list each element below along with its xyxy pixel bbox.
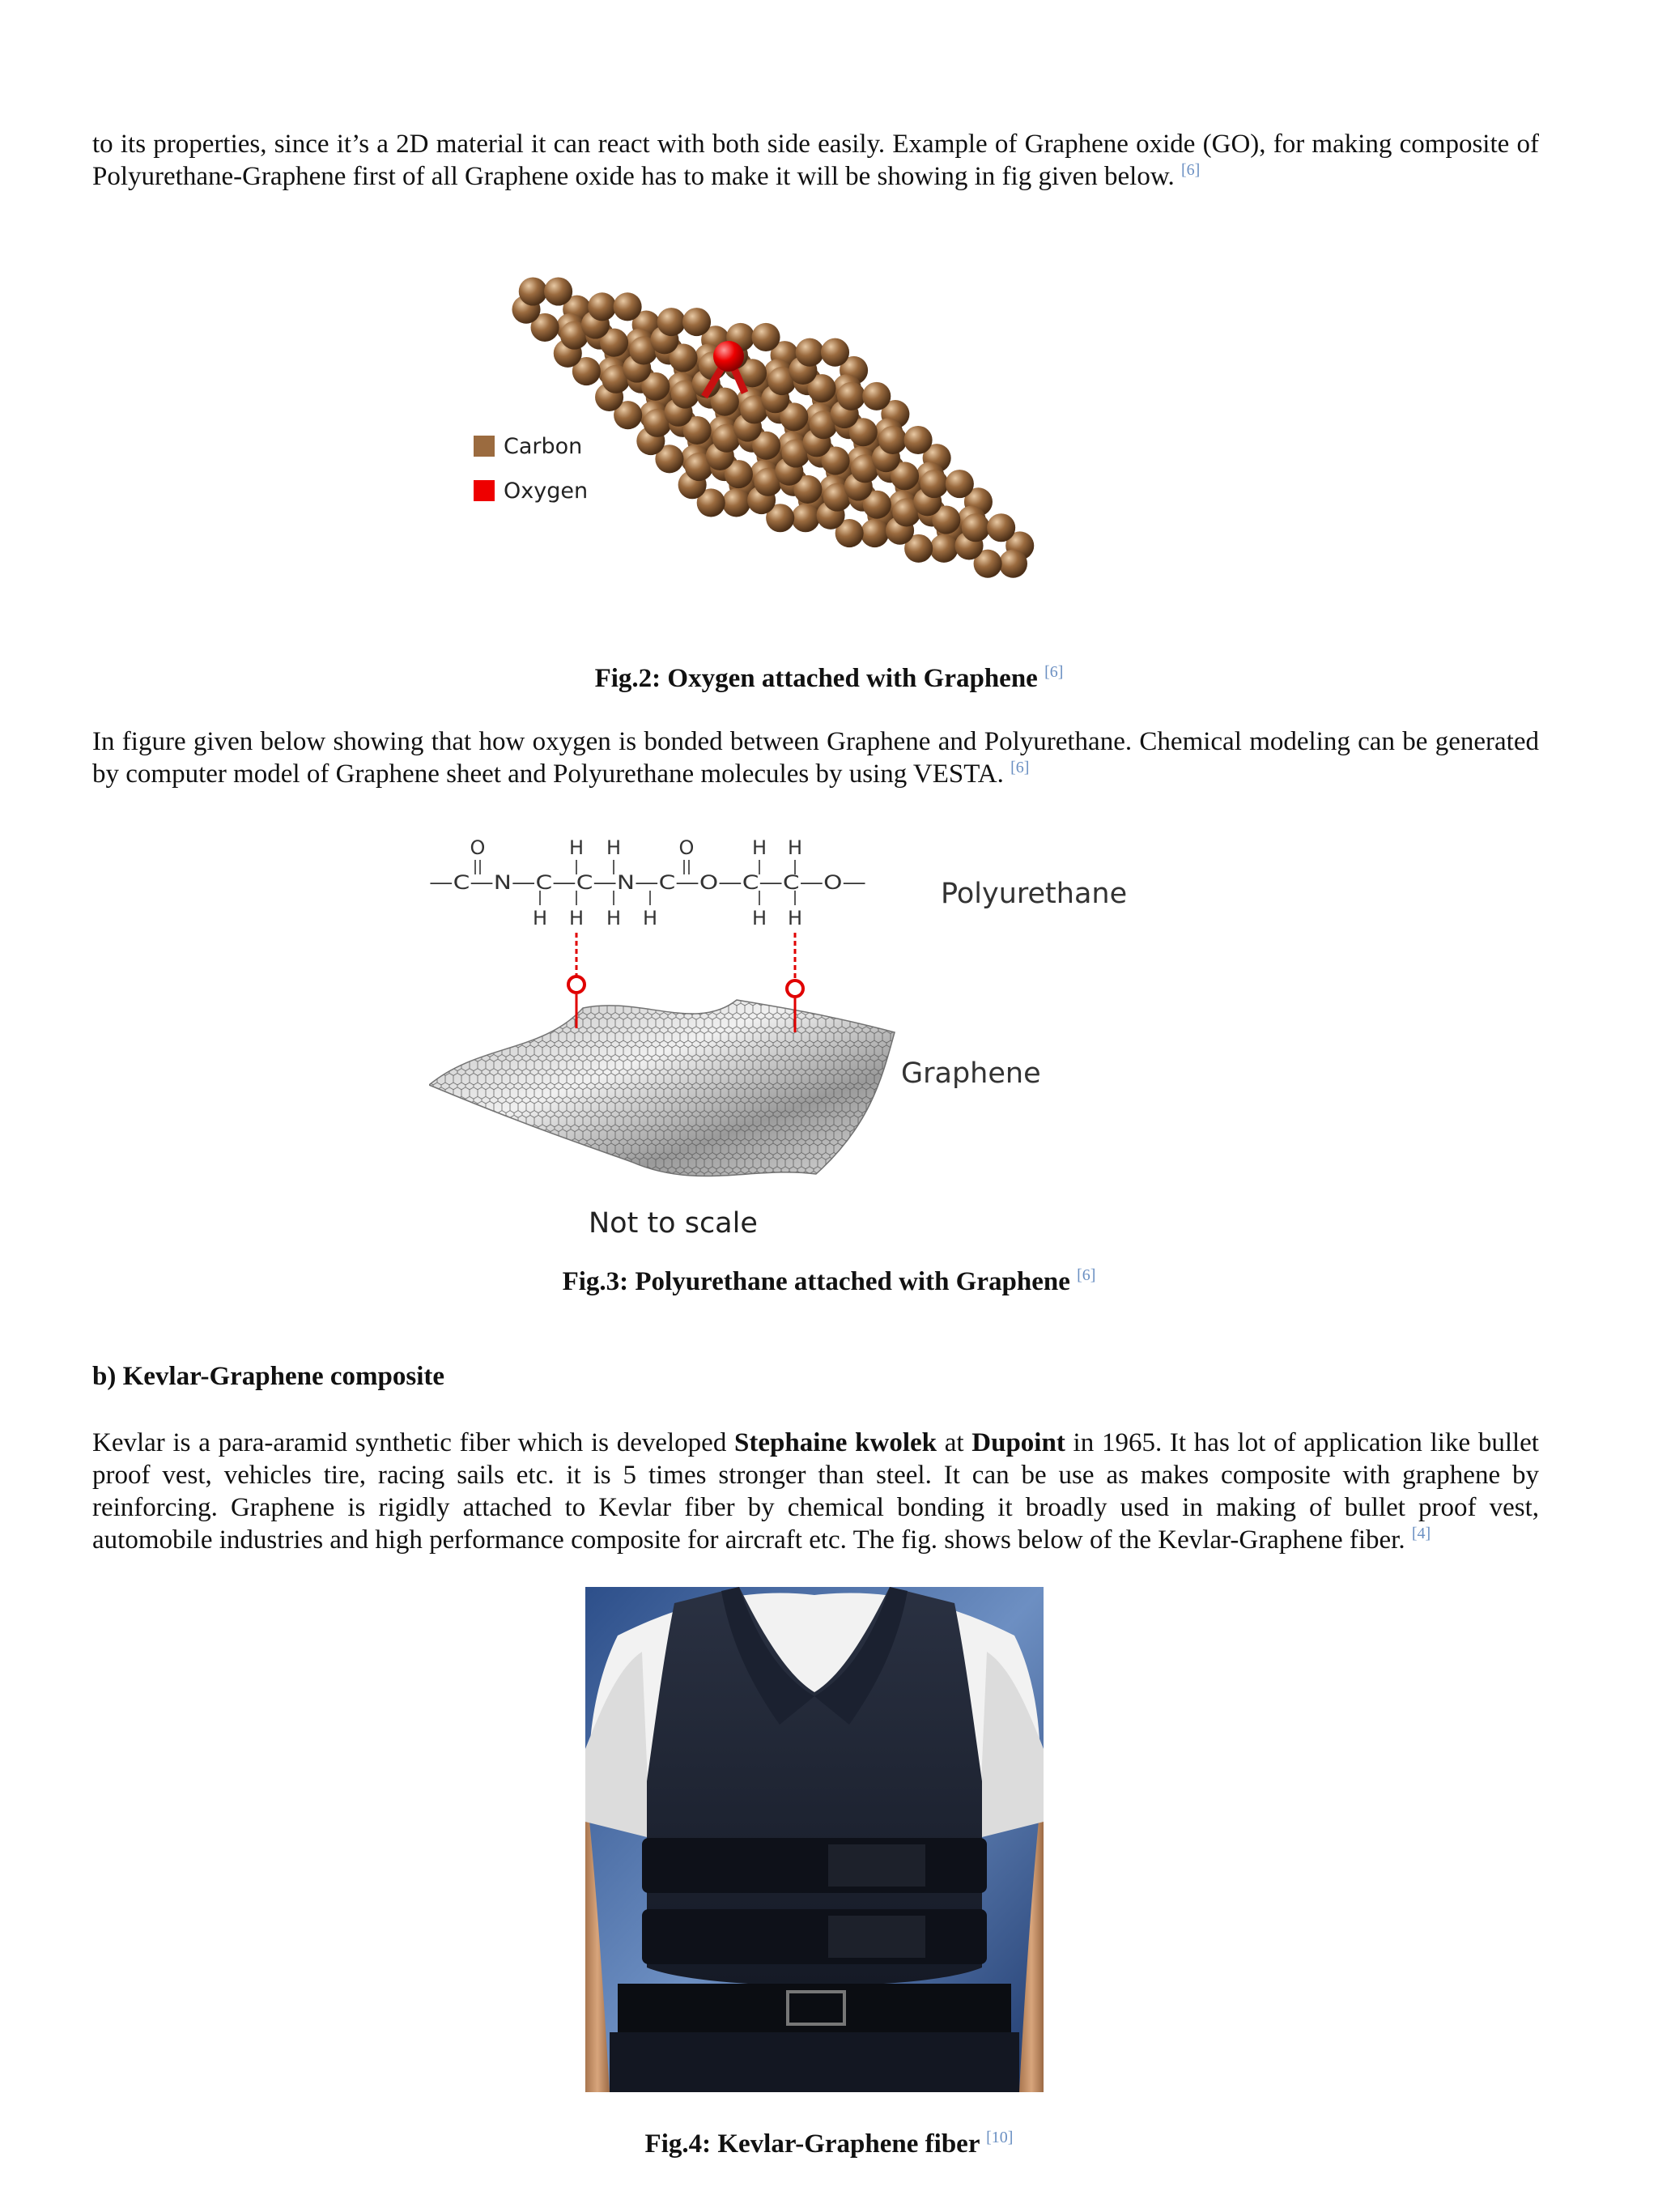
paragraph-kevlar-text: at bbox=[937, 1428, 972, 1457]
carbon-atom bbox=[920, 470, 948, 498]
paragraph-intro bbox=[92, 128, 1539, 193]
paragraph-kevlar-text: in 1965. It has lot of application like bullet proof vest, vehicles tire, racing sails etc. it is 5 times stronger than steel. It can be use as makes composite with graphene by reinforcing. Graphene is rigidly attached to Kevlar fiber by chemical bonding it broadly used in making of bullet proof vest, automobile industries and high performance composite for aircraft etc. The fig. shows below of the Kevlar-Graphene fiber. bbox=[92, 1428, 1539, 1555]
figure-4-caption-text: Fig.4: Kevlar-Graphene fiber bbox=[644, 2129, 980, 2159]
graphene-sheet bbox=[429, 1000, 895, 1176]
carbon-atom bbox=[929, 534, 958, 563]
carbon-atom bbox=[987, 513, 1015, 542]
kevlar-vest-image bbox=[585, 1587, 1044, 2092]
paragraph-intro-text: to its properties, since it’s a 2D material it can react with both side easily. Example of Graphene oxide (GO), for making composite of Polyurethane-Graphene first of all Graphene oxide has to make it will be showing in fig given below. bbox=[92, 130, 1539, 191]
citation-link[interactable]: [10] bbox=[986, 2129, 1014, 2146]
citation-link[interactable]: [6] bbox=[1181, 161, 1201, 179]
carbon-atom bbox=[588, 292, 616, 321]
citation-link[interactable]: [4] bbox=[1411, 1525, 1431, 1542]
formula-atom: H bbox=[751, 836, 767, 859]
formula-atom: O bbox=[678, 836, 695, 859]
company-name: Dupoint bbox=[971, 1428, 1065, 1457]
figure-3-caption bbox=[0, 1266, 1658, 1298]
legend-label-oxygen: Oxygen bbox=[504, 479, 589, 504]
figure-2-caption-text: Fig.2: Oxygen attached with Graphene bbox=[594, 664, 1038, 693]
figure-kevlar-vest-photo bbox=[585, 1587, 1044, 2092]
formula-atom: H bbox=[568, 836, 585, 859]
polyurethane-chain: —C—N—C—C—N—C—O—C—C—O— bbox=[429, 871, 866, 894]
section-heading-kevlar: b) Kevlar-Graphene composite bbox=[92, 1362, 445, 1391]
carbon-atom bbox=[946, 470, 974, 498]
formula-atom: H bbox=[642, 907, 658, 929]
carbon-atom bbox=[751, 323, 780, 351]
carbon-atom bbox=[791, 504, 819, 532]
formula-atom: H bbox=[606, 836, 622, 859]
polyurethane-label: Polyurethane bbox=[941, 878, 1128, 910]
carbon-atom bbox=[904, 426, 933, 454]
carbon-atom bbox=[519, 277, 547, 305]
graphene-oxide-molecule-image bbox=[461, 259, 1141, 599]
figure-polyurethane-graphene bbox=[429, 834, 1158, 1247]
carbon-atom bbox=[999, 550, 1027, 578]
carbon-atom bbox=[722, 488, 750, 517]
carbon-atom bbox=[861, 519, 889, 547]
formula-atom: O bbox=[470, 836, 486, 859]
paragraph-kevlar-text: Kevlar is a para-aramid synthetic fiber which is developed bbox=[92, 1428, 735, 1457]
formula-atom: H bbox=[532, 907, 548, 929]
formula-atom: H bbox=[606, 907, 622, 929]
carbon-atom bbox=[614, 292, 642, 321]
paragraph-kevlar bbox=[92, 1427, 1539, 1556]
carbon-atom bbox=[682, 308, 711, 336]
formula-atom: H bbox=[787, 907, 803, 929]
legend-swatch-carbon bbox=[474, 436, 495, 457]
carbon-atom bbox=[657, 308, 686, 336]
formula-atom: H bbox=[568, 907, 585, 929]
carbon-atom bbox=[544, 277, 572, 305]
carbon-atom bbox=[878, 426, 907, 454]
legend-swatch-oxygen bbox=[474, 480, 495, 501]
figure-graphene-oxide bbox=[461, 259, 1141, 599]
paragraph-oxygen-bonding bbox=[92, 725, 1539, 790]
legend-label-carbon: Carbon bbox=[504, 434, 583, 459]
figure-4-caption bbox=[0, 2128, 1658, 2160]
figure-2-caption bbox=[0, 662, 1658, 695]
paragraph-oxygen-bonding-text: In figure given below showing that how oxygen is bonded between Graphene and Polyurethane. Chemical modeling can be generated by computer model of Graphene sheet and Polyurethane molecules by using VESTA. bbox=[92, 727, 1539, 789]
polyurethane-graphene-diagram bbox=[429, 834, 1158, 1247]
carbon-atom bbox=[796, 338, 824, 367]
citation-link[interactable]: [6] bbox=[1077, 1266, 1096, 1284]
formula-atom: H bbox=[751, 907, 767, 929]
carbon-atom bbox=[837, 382, 865, 410]
carbon-atoms bbox=[512, 277, 1034, 577]
formula-atom: H bbox=[787, 836, 803, 859]
citation-link[interactable]: [6] bbox=[1044, 663, 1064, 681]
graphene-label: Graphene bbox=[901, 1057, 1041, 1090]
polyurethane-structural-formula bbox=[429, 836, 866, 929]
not-to-scale-note: Not to scale bbox=[589, 1207, 758, 1240]
carbon-atom bbox=[862, 382, 891, 410]
figure-3-caption-text: Fig.3: Polyurethane attached with Graphene bbox=[562, 1267, 1070, 1296]
carbon-atom bbox=[962, 513, 990, 542]
citation-link[interactable]: [6] bbox=[1010, 759, 1030, 776]
carbon-atom bbox=[821, 338, 849, 367]
inventor-name: Stephaine kwolek bbox=[734, 1428, 937, 1457]
